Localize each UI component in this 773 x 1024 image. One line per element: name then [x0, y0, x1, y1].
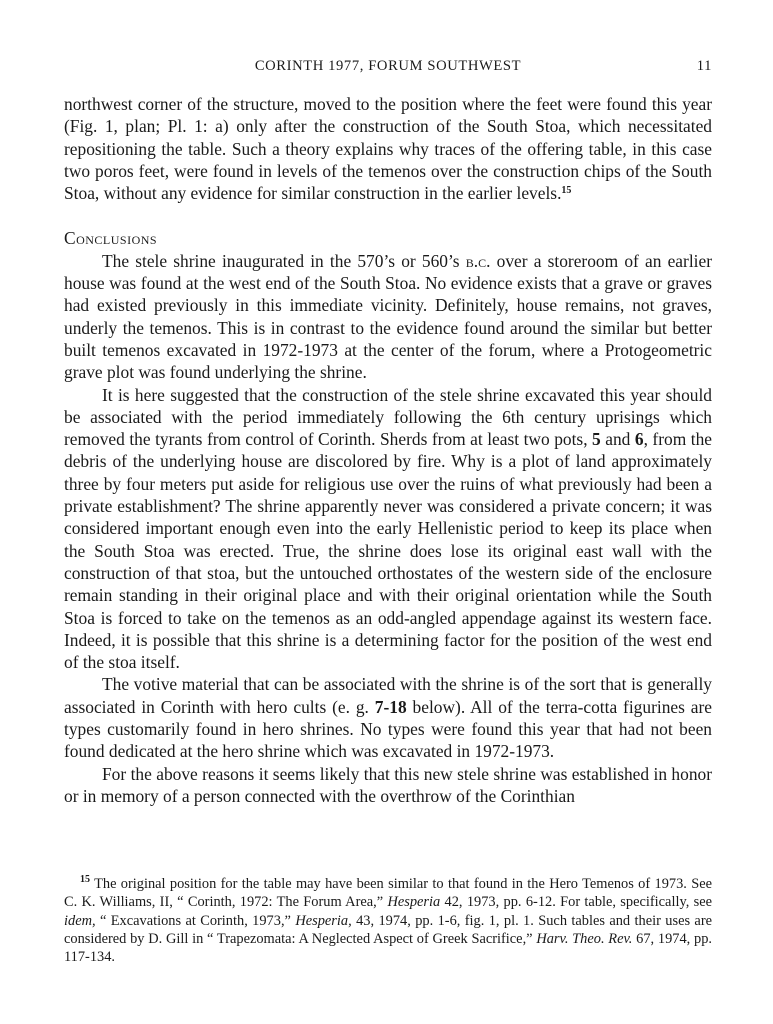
section-heading: Conclusions — [64, 228, 158, 249]
footnote-text: The original position for the table may have been similar to that found in the Hero Temenos of 1973. See C. K. Williams, II, “ Corinth, 1972: The Forum Area,” — [64, 876, 712, 911]
journal-title: Harv. Theo. Rev. — [536, 930, 633, 947]
paragraph — [64, 763, 712, 808]
paragraph — [64, 673, 712, 762]
paragraph-text: The votive material that can be associated with the shrine is of the sort that is generally associated in Corinth with hero cults (e. g. — [64, 674, 712, 717]
footnote-text: 67, 1974, pp. 117-134. — [64, 930, 712, 966]
paragraph-text: over a storeroom of an earlier house was found at the west end of the South Stoa. No evidence exists that a grave or graves had existed previously in this immediate vicinity. Definitely, house remains, not graves, underly the temenos. This is in contrast to the evidence found around the similar but better built temenos excavated in 1972-1973 at the center of the forum, where a Protogeometric grave plot was found underlying the shrine. — [64, 250, 712, 383]
footnote-reference[interactable]: 15 — [561, 185, 572, 197]
footnote-number: 15 — [80, 874, 90, 885]
catalogue-range: 7-18 — [374, 696, 407, 717]
running-head-title: CORINTH 1977, FORUM SOUTHWEST — [254, 58, 522, 74]
paragraph-text: below). All of the terra-cotta figurines are types customarily found in hero shrines. No types were found this year that had not been found dedicated at the hero shrine which was excavated in 1972-1973. — [64, 696, 712, 762]
paragraph — [64, 250, 712, 384]
footnote-text: 42, 1973, pp. 6-12. For table, specifically, see — [440, 894, 712, 911]
footnote — [64, 875, 712, 966]
catalogue-number: 5 — [592, 429, 601, 450]
journal-title: Hesperia — [387, 894, 441, 911]
paragraph-text: For the above reasons it seems likely that this new stele shrine was established in honor or in memory of a person connected with the overthrow of the Corinthian — [64, 763, 712, 806]
paragraph-text: The stele shrine inaugurated in the 570’s or 560’s — [102, 250, 466, 271]
idem-reference: idem, — [64, 912, 96, 929]
running-head — [64, 58, 712, 78]
footnote-text: 43, 1974, pp. 1-6, fig. 1, pl. 1. Such tables and their uses are considered by D. Gill in “ Trapezomata: A Neglected Aspect of Greek Sacrifice,” — [64, 912, 713, 947]
body-text — [64, 93, 712, 807]
paragraph-continued — [64, 93, 712, 204]
paragraph-text: and — [600, 429, 635, 450]
footnote-text: “ Excavations at Corinth, 1973,” — [95, 912, 296, 929]
paragraph — [64, 384, 712, 674]
catalogue-number: 6 — [634, 429, 644, 450]
paragraph-text: northwest corner of the structure, moved to the position where the feet were found this year (Fig. 1, plan; Pl. 1: a) only after the construction of the South Stoa, which necessitated repositioning the table. Such a theory explains why traces of the offering table, in this case two poros feet, were found in levels of the temenos over the construction chips of the South Stoa, without any evidence for similar construction in the earlier levels. — [64, 94, 712, 204]
era-abbreviation: b.c. — [465, 250, 491, 271]
page-number: 11 — [696, 58, 712, 74]
paragraph-text: , from the debris of the underlying house are discolored by fire. Why is a plot of land approximately three by four meters put aside for religious use over the ruins of what previously had been a private establishment? The shrine apparently never was considered a private concern; it was considered important enough even into the early Hellenistic period to keep its place when the South Stoa was erected. True, the shrine does lose its original east wall with the construction of that stoa, but the untouched orthostates of the western side of the enclosure remain standing in their original place and with their original orientation while the South Stoa is forced to take on the temenos as an odd-angled appendage against its western face. Indeed, it is possible that this shrine is a determining factor for the position of the west end of the stoa itself. — [64, 429, 712, 673]
journal-title: Hesperia, — [295, 912, 352, 929]
paragraph-text: It is here suggested that the construction of the stele shrine excavated this year should be associated with the period immediately following the 6th century uprisings which removed the tyrants from control of Corinth. Sherds from at least two pots, — [64, 384, 712, 450]
